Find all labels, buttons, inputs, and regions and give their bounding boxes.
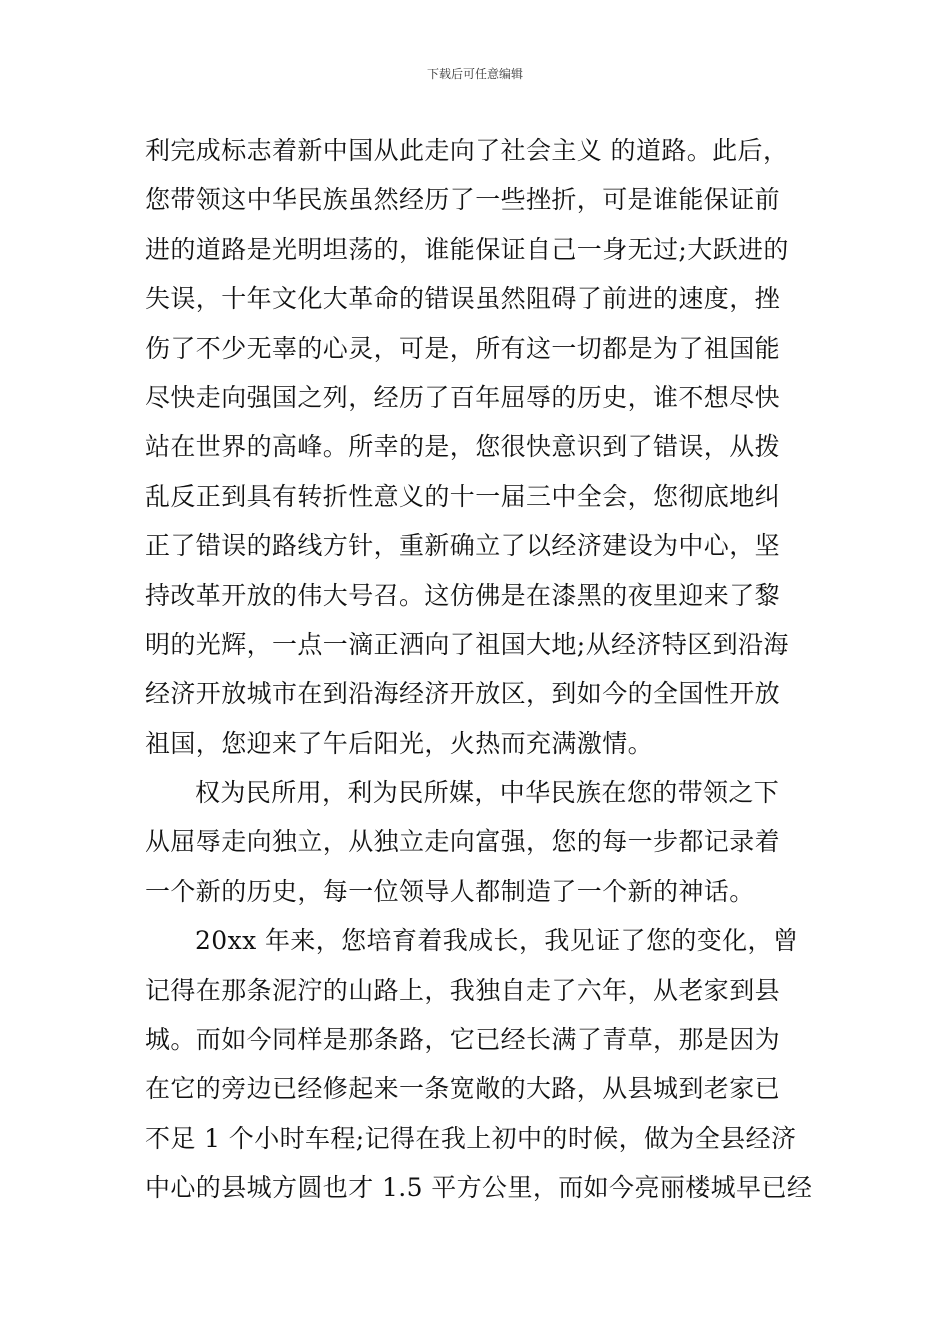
text-line: 中心的县城方圆也才 1.5 平方公里，而如今亮丽楼城早已经 — [145, 1173, 813, 1203]
text-line: 明的光辉，一点一滴正洒向了祖国大地;从经济特区到沿海 — [145, 629, 789, 659]
page-header: 下载后可任意编辑 — [426, 67, 523, 81]
text-line: 不足 1 个小时车程;记得在我上初中的时候，做为全县经济 — [145, 1123, 797, 1153]
text-line: 尽快走向强国之列，经历了百年屈辱的历史，谁不想尽快 — [145, 382, 781, 412]
text-line: 利完成标志着新中国从此走向了社会主义 的道路。此后， — [145, 136, 789, 165]
text-line: 记得在那条泥泞的山路上，我独自走了六年，从老家到县 — [145, 975, 781, 1005]
text-line: 持改革开放的伟大号召。这仿佛是在漆黑的夜里迎来了黎 — [145, 580, 781, 610]
text-line: 正了错误的路线方针，重新确立了以经济建设为中心，坚 — [145, 531, 781, 561]
text-line: 从屈辱走向独立，从独立走向富强，您的每一步都记录着 — [145, 827, 781, 857]
text-line: 经济开放城市在到沿海经济开放区，到如今的全国性开放 — [145, 679, 781, 709]
text-line: 伤了不少无辜的心灵，可是，所有这一切都是为了祖国能 — [145, 333, 781, 363]
text-line: 20xx 年来，您培育着我成长，我见证了您的变化，曾 — [195, 926, 799, 956]
text-line: 站在世界的高峰。所幸的是，您很快意识到了错误，从拨 — [145, 432, 781, 462]
text-line: 进的道路是光明坦荡的，谁能保证自己一身无过;大跃进的 — [145, 234, 789, 264]
text-line: 乱反正到具有转折性意义的十一届三中全会，您彻底地纠 — [145, 481, 781, 511]
text-line: 城。而如今同样是那条路，它已经长满了青草，那是因为 — [145, 1025, 781, 1055]
text-line: 权为民所用，利为民所媒，中华民族在您的带领之下 — [195, 778, 780, 808]
body-text — [145, 126, 815, 1213]
text-line: 您带领这中华民族虽然经历了一些挫折，可是谁能保证前 — [145, 185, 781, 215]
text-line: 祖国，您迎来了午后阳光，火热而充满激情。 — [145, 728, 654, 758]
text-line: 一个新的历史，每一位领导人都制造了一个新的神话。 — [145, 876, 755, 906]
text-line: 失误，十年文化大革命的错误虽然阻碍了前进的速度，挫 — [145, 284, 781, 314]
text-line: 在它的旁边已经修起来一条宽敞的大路，从县城到老家已 — [145, 1074, 781, 1104]
